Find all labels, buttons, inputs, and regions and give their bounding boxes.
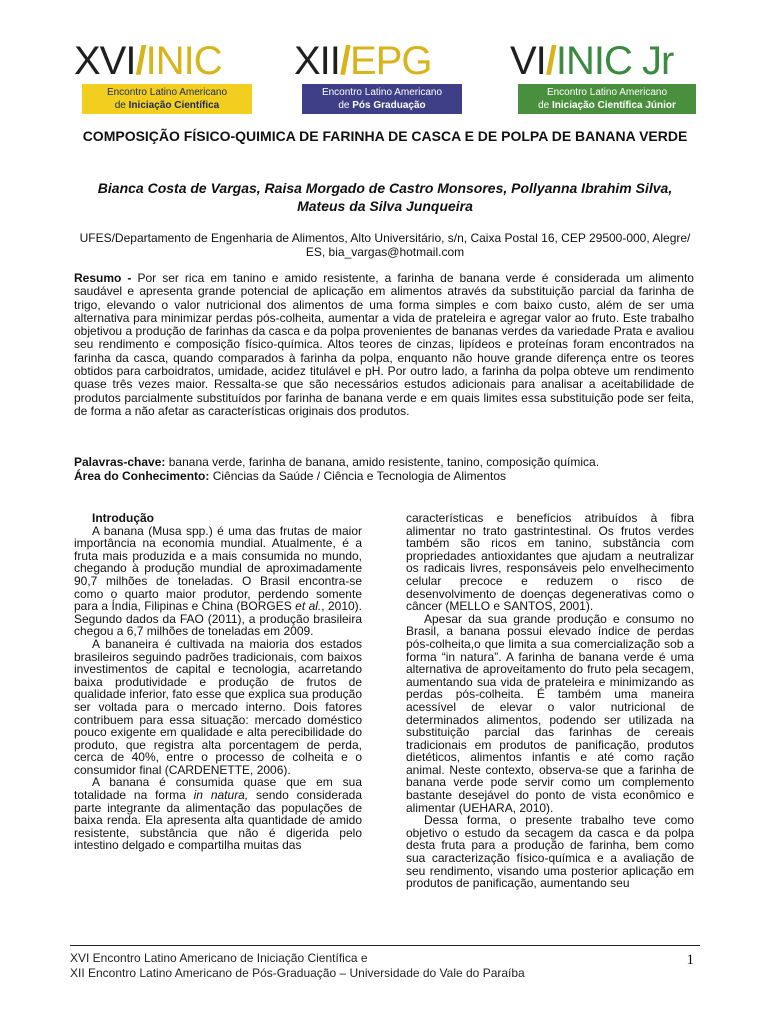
logo-band: Encontro Latino Americano de Iniciação Científica Júnior bbox=[518, 84, 696, 114]
area-text: Ciências da Saúde / Ciência e Tecnologia de Alimentos bbox=[212, 468, 506, 483]
area-label: Área do Conhecimento: bbox=[74, 468, 210, 483]
affiliation: UFES/Departamento de Engenharia de Alimentos, Alto Universitário, s/n, Caixa Postal 16, CEP 29500-000, Alegre/ ES, bia_vargas@hotmail.com bbox=[79, 231, 691, 259]
footer-divider bbox=[70, 945, 700, 946]
abstract bbox=[74, 272, 694, 418]
xii-epg-logo: XII/EPG Encontro Latino Americano de Pós Graduação bbox=[294, 40, 466, 116]
vi-inic-jr-logo: VI/INIC Jr Encontro Latino Americano de Iniciação Científica Júnior bbox=[510, 40, 700, 116]
event-logos bbox=[70, 40, 700, 116]
keywords-label: Palavras-chave: bbox=[74, 455, 166, 469]
footer-line-1: XVI Encontro Latino Americano de Iniciação Científica e bbox=[70, 951, 368, 965]
logo-acronym: EPG bbox=[350, 39, 432, 83]
footer-line-2: XII Encontro Latino Americano de Pós-Graduação – Universidade do Vale do Paraíba bbox=[70, 966, 525, 980]
paragraph: A bananeira é cultivada na maioria dos estados brasileiros seguindo padrões tradicionais, com baixos investimentos de capital e tecnologia, acarretando baixa produtividade e produção de frutos de qualidade inferior, fato esse que explica sua produção ser voltada para o mercado interno. Dois fatores contribuem para essa situação: mercado doméstico pouco exigente em qualidade e alta perecibilidade do produto, que registra alta porcentagem de perda, cerca de 40%, entre o processo de colheita e o consumidor final (CARDENETTE, 2006). bbox=[74, 636, 362, 777]
abstract-text: Por ser rica em tanino e amido resistente, a farinha de banana verde é considerada um alimento saudável e apresenta grande potencial de aplicação em alimentos através da substituição parcial da farinha de trigo, elevando o valor nutricional dos alimentos de uma forma simples e com baixo custo, além de ser uma alternativa para minimizar perdas pós-colheita, aumentar a vida de prateleira e agregar valor ao fruto. Este trabalho objetivou a produção de farinhas da casca e da polpa provenientes de bananas verdes da variedade Prata e avaliou seu rendimento e composição físico-química. Altos teores de cinzas, lipídeos e proteínas foram encontrados na farinha da casca, quando comparados à farinha da polpa, enquanto não houve grande diferença entre os teores obtidos para carboidratos, umidade, acidez titulável e pH. Por outro lado, a farinha da polpa obteve um rendimento quase três vezes maior. Ressalta-se que são necessários estudos adicionais para analisar a aceitabilidade de produtos parcialmente substituídos por farinha de banana verde e em quais limites essa substituição pode ser feita, de forma a não afetar as características originais dos produtos. bbox=[74, 271, 694, 418]
paragraph: A banana é consumida quase que em sua totalidade na forma in natura, sendo considerada parte integrante da alimentação das populações de baixa renda. Ela apresenta alta quantidade de amido resistente, substância que não é digerida pelo intestino delgado e compartilha muitas das bbox=[74, 775, 362, 853]
xvi-inic-logo: XVI/INIC Encontro Latino Americano de Iniciação Científica bbox=[74, 40, 256, 116]
logo-acronym: INIC bbox=[145, 39, 222, 83]
paper-title: COMPOSIÇÃO FÍSICO-QUIMICA DE FARINHA DE CASCA E DE POLPA DE BANANA VERDE bbox=[82, 128, 688, 144]
footer-text bbox=[70, 951, 630, 981]
logo-band: Encontro Latino Americano de Iniciação Científica bbox=[82, 84, 252, 114]
logo-band: Encontro Latino Americano de Pós Graduação bbox=[302, 84, 462, 114]
author-list: Bianca Costa de Vargas, Raisa Morgado de Castro Monsores, Pollyanna Ibrahim Silva, Mateus da Silva Junqueira bbox=[97, 180, 673, 214]
logo-roman: VI bbox=[510, 39, 546, 83]
paragraph: características e benefícios atribuídos à fibra alimentar no trato gastrintestinal. Os frutos verdes também são ricos em tanino, substância com propriedades antioxidantes que ajudam a neutralizar os radicais livres, responsáveis pelo envelhecimento celular precoce e reduzem o risco de desenvolvimento de doenças degenerativas como o câncer (MELLO e SANTOS, 2001). bbox=[406, 511, 694, 614]
paragraph: Apesar da sua grande produção e consumo no Brasil, a banana possui elevado índice de perdas pós-colheita,o que limita a sua comercialização sob a forma “in natura”. A farinha de banana verde é uma alternativa de aproveitamento do fruto pela secagem, aumentando sua vida de prateleira e minimizando as perdas pós-colheita. É também uma maneira acessível de elevar o valor nutricional de determinados alimentos, podendo ser utilizada na substituição parcial das farinhas de cereais tradicionais em produtos de panificação, produtos dietéticos, alimentos infantis e até como ração animal. Neste contexto, observa-se que a farinha de banana verde pode servir como um complemento bastante desejável do ponto de vista econômico e alimentar (UEHARA, 2010). bbox=[406, 611, 694, 815]
page-number: 1 bbox=[686, 952, 694, 968]
keywords-block bbox=[74, 456, 694, 483]
section-heading-introducao: Introdução bbox=[92, 511, 154, 525]
logo-roman: XVI bbox=[74, 39, 136, 83]
abstract-label: Resumo - bbox=[74, 271, 132, 285]
logo-roman: XII bbox=[294, 39, 340, 83]
paragraph: A banana (Musa spp.) é uma das frutas de maior importância na economia mundial. Atualmente, é a fruta mais produzida e a mais consumida no mundo, chegando à produção mundial de aproximadamente 90,7 milhões de toneladas. O Brasil encontra-se como o quarto maior produtor, perdendo somente para a Índia, Filipinas e China (BORGES et al., 2010). Segundo dados da FAO (2011), a produção brasileira chegou a 6,7 milhões de toneladas em 2009. bbox=[74, 523, 362, 639]
left-column bbox=[74, 512, 362, 852]
keywords-text: banana verde, farinha de banana, amido resistente, tanino, composição química. bbox=[168, 455, 600, 469]
right-column bbox=[406, 512, 694, 890]
paragraph: Dessa forma, o presente trabalho teve como objetivo o estudo da secagem da casca e da polpa desta fruta para a produção de farinha, bem como sua caracterização físico-química e a avaliação de seu rendimento, visando uma posterior aplicação em produtos de panificação, aumentando seu bbox=[406, 813, 694, 891]
logo-acronym: INIC Jr bbox=[555, 39, 674, 83]
